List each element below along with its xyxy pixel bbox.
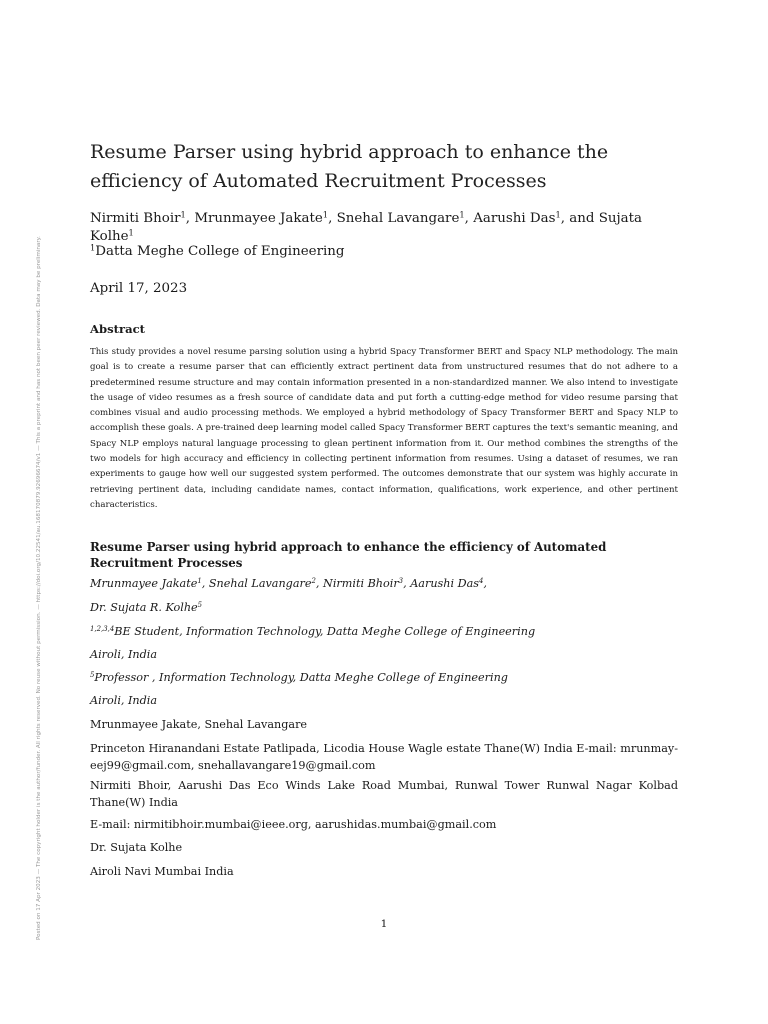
- address-line-3: Airoli Navi Mumbai India: [90, 865, 234, 878]
- sidebar-notice-text: Posted on 17 Apr 2023 — The copyright holder is the author/funder. All rights reserved. No reuse without permission. — https://doi.org/10.22541/au.168170879.92696674/v1 — This a preprint and has not been peer reviewed. Data may be preliminary.: [36, 236, 42, 940]
- address-block-2: Nirmiti Bhoir, Aarushi Das Eco Winds Lake Road Mumbai, Runwal Tower Runwal Nagar Kolbad Thane(W) India: [90, 779, 678, 809]
- contact-name-3: Dr. Sujata Kolhe: [90, 841, 183, 854]
- affiliation-sup: 1: [90, 242, 96, 253]
- author-sup: 4: [478, 577, 484, 586]
- location-line-2: Airoli, India: [90, 694, 158, 707]
- author-sup: 5: [197, 601, 203, 610]
- author-name: Aarushi Das: [410, 577, 479, 590]
- author-separator: ,: [185, 211, 195, 226]
- author-name: Snehal Lavangare: [336, 211, 460, 226]
- affiliation-sup: 5: [90, 671, 95, 680]
- affiliation-text: BE Student, Information Technology, Datta Meghe College of Engineering: [114, 625, 536, 638]
- author-list: [90, 210, 678, 246]
- author-separator: ,: [464, 211, 474, 226]
- author-sup: 1: [322, 209, 329, 220]
- author-sup: 1: [197, 577, 202, 586]
- author-name: Sujata Kolhe: [90, 211, 643, 244]
- author-separator: ,: [483, 577, 487, 590]
- author-name: Aarushi Das: [473, 211, 556, 226]
- email-line-2: E-mail: nirmitibhoir.mumbai@ieee.org, aarushidas.mumbai@gmail.com: [90, 818, 497, 831]
- author-sup: 2: [311, 577, 316, 586]
- abstract-body: This study provides a novel resume parsing solution using a hybrid Spacy Transformer BERT and Spacy NLP methodology. The main goal is to create a resume parser that can efficiently extract pertinent data from unstructured resumes that do not adhere to a predetermined resume structure and may contain information presented in a non-standardized manner. We also intend to investigate the usage of video resumes as a fresh source of candidate data and put forth a cutting-edge method for video resume parsing that combines visual and audio processing methods. We employed a hybrid methodology of Spacy Transformer BERT and Spacy NLP to accomplish these goals. A pre-trained deep learning model called Spacy Transformer BERT captures the text's semantic meaning, and Spacy NLP employs natural language processing to glean pertinent information from it. Our method combines the strengths of the two models for high accuracy and efficiency in collecting pertinent information from resumes. Using a dataset of resumes, we ran experiments to gauge how well our suggested system performed. The outcomes demonstrate that our system was highly accurate in retrieving pertinent data, including candidate names, contact information, qualifications, work experience, and other pertinent characteristics.: [90, 347, 678, 510]
- author-sup: 1: [180, 209, 186, 220]
- affiliation-text: Professor , Information Technology, Datta Meghe College of Engineering: [94, 671, 508, 684]
- author-line-2: [90, 599, 678, 616]
- author-name: Nirmiti Bhoir: [323, 577, 399, 590]
- author-separator: ,: [403, 577, 411, 590]
- author-separator: , and: [560, 211, 599, 226]
- section-heading: Resume Parser using hybrid approach to enhance the efficiency of Automated Recruitment Processes: [90, 540, 607, 570]
- contact-names-1: Mrunmayee Jakate, Snehal Lavangare: [90, 718, 308, 731]
- author-sup: 3: [398, 577, 404, 586]
- affiliation-line-2: [90, 669, 678, 686]
- author-name: Snehal Lavangare: [208, 577, 312, 590]
- address-block-1: Princeton Hiranandani Estate Patlipada, Licodia House Wagle estate Thane(W) India E-mail: mrunmay-eej99@gmail.com, snehallavangare19@gmail.com: [90, 742, 678, 772]
- author-name: Dr. Sujata R. Kolhe: [90, 601, 198, 614]
- author-sup: 1: [128, 227, 134, 238]
- location-line-1: Airoli, India: [90, 648, 158, 661]
- author-separator: ,: [315, 577, 324, 590]
- author-name: Mrunmayee Jakate: [90, 577, 198, 590]
- author-separator: ,: [201, 577, 209, 590]
- abstract-heading: Abstract: [90, 322, 146, 336]
- affiliation: [90, 243, 678, 261]
- publication-date: April 17, 2023: [90, 281, 188, 296]
- author-sup: 1: [555, 209, 561, 220]
- affiliation-text: Datta Meghe College of Engineering: [95, 244, 345, 259]
- preprint-sidebar-notice: [22, 120, 46, 940]
- paper-title: Resume Parser using hybrid approach to enhance the efficiency of Automated Recruitment Processes: [90, 141, 609, 192]
- author-separator: ,: [328, 211, 337, 226]
- affiliation-line-1: [90, 623, 678, 640]
- author-name: Mrunmayee Jakate: [194, 211, 323, 226]
- affiliation-sup: 1,2,3,4: [90, 625, 115, 634]
- author-name: Nirmiti Bhoir: [90, 211, 181, 226]
- page-number: 1: [380, 918, 388, 930]
- author-sup: 1: [459, 209, 465, 220]
- author-line-1: [90, 575, 678, 592]
